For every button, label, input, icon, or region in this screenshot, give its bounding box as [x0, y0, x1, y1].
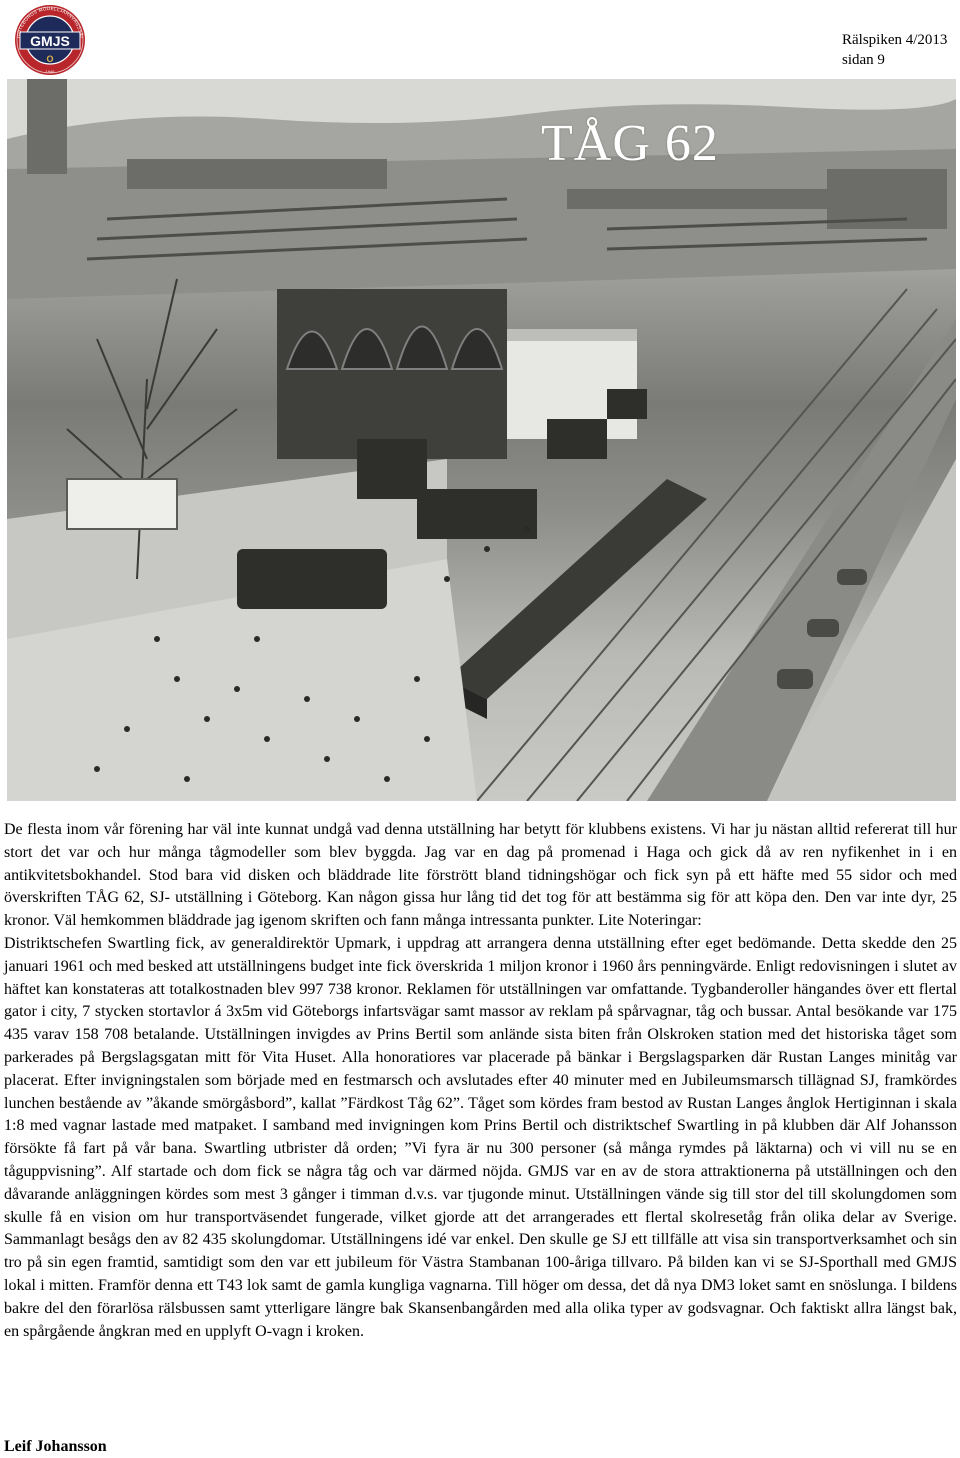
- page-header: [842, 30, 952, 70]
- publication-title: Rälspiken 4/2013: [842, 32, 948, 48]
- exhibition-photo: [7, 79, 956, 801]
- article-body: [4, 819, 957, 1343]
- photo-title: TÅG 62: [541, 115, 719, 172]
- logo-subtext: O: [46, 54, 54, 64]
- page-number: sidan 9: [842, 52, 885, 68]
- gmjs-emblem-icon: [6, 3, 94, 77]
- author-signature: Leif Johansson: [4, 1438, 107, 1455]
- article-paragraph: De flesta inom vår förening har väl inte kunnat undgå vad denna utställning har betytt för klubbens existens. Vi har ju nästan alltid refererat till hur stort det var och hur många tågmodeller som blev byggda. Jag var en dag på promenad i Haga och gick då av ren nyfikenhet in i en antikvitetsbokhandel. Stod bara vid disken och bläddrade lite förstrött bland tidningshögar och fick syn på ett häfte med 55 sidor och med överskriften TÅG 62, SJ- utställning i Göteborg. Kan någon gissa hur lång tid det tog för att bestämma sig för att köpa den. Den var inte dyr, 25 kronor. Väl hemkommen bläddrade jag igenom skriften och fann många intressanta punkter. Lite Noteringar:: [4, 821, 957, 930]
- logo-text: GMJS: [30, 33, 70, 49]
- gmjs-logo: [6, 3, 94, 77]
- article-paragraph: Distriktschefen Swartling fick, av generaldirektör Upmark, i uppdrag att arrangera denna utställning efter eget bedömande. Detta skedde den 25 januari 1961 och med besked att utställningens budget inte fick överskrida 1 miljon kronor i 1960 års penningvärde. Enligt redovisningen i slutet av häftet kan konstateras att totalkostnaden blev 997 738 kronor. Reklamen för utställningen var omfattande. Tygbanderoller hängandes över ett flertal gator i city, 7 stycken stortavlor á 3x5m vid Göteborgs infartsvägar samt massor av reklam på spårvagnar, tåg och bussar. Antal besökande var 175 435 varav 158 708 betalande. Utställningen invigdes av Prins Bertil som anlände sista biten från Olskroken station med det historiska tåget som parkerades på Bergslagsgatan mitt för Vita Huset. Alla honoratiores var placerade på bänkar i Bergslagsparken där Rustan Langes minitåg var placerat. Efter invigningstalen som började med en festmarsch och avslutades efter 40 minuter med en Jubileumsmarsch tillägnad SJ, framkördes lunchen bestående av ”åkande smörgåsbord”, kallat ”Färdkost Tåg 62”. Tåget som kördes fram bestod av Rustan Langes ånglok Hertiginnan i skala 1:8 med vagnar lastade med matpaket. I samband med invigningen kom Prins Bertil och distriktschef Swartling in på klubben där Alf Johansson försökte få fart på vår bana. Swartling utbrister då orden; ”Vi fyra är nu 300 personer (så många rymdes på läktarna) och vi vill nu se en tåguppvisning”. Alf startade och dom fick se några tåg och var därmed nöjda. GMJS var en av de stora attraktionerna på utställningen och den dåvarande anläggningen kördes som mest 3 gånger i timman d.v.s. var tjugonde minut. Utställningen vände sig till stor del till skolungdomen som skulle få en vision om hur transportväsendet fungerade, vilket gjorde att det arrangerades ett flertal skolresetåg från olika delar av Sverige. Sammanlagt besågs den av 82 435 skolungdomar. Utställningens idé var enkel. Den skulle ge SJ ett tillfälle att visa sin transportverksamhet och sin tro på sin egen framtid, samtidigt som den var ett jubileum för Västra Stambanan 100-åriga tillvaro. På bilden kan vi se SJ-Sporthall med GMJS lokal i mitten. Framför denna ett T43 lok samt de gamla kungliga vagnarna. Till höger om dessa, det då nya DM3 loket samt en snöslunga. I bildens bakre del den förarlösa rälsbussen samt ytterligare längre bak Skansenbangården med alla olika typer av godsvagnar. Och faktiskt allra längst bak, en spårgående ångkran med en upplyft O-vagn i kroken.: [4, 934, 957, 1340]
- logo-ring-text: GÖTEBORGS MODELLJÄRNVÄGSSÄL: [16, 5, 85, 40]
- railway-yard-photo-icon: [7, 79, 956, 801]
- logo-year: 1946: [45, 69, 55, 74]
